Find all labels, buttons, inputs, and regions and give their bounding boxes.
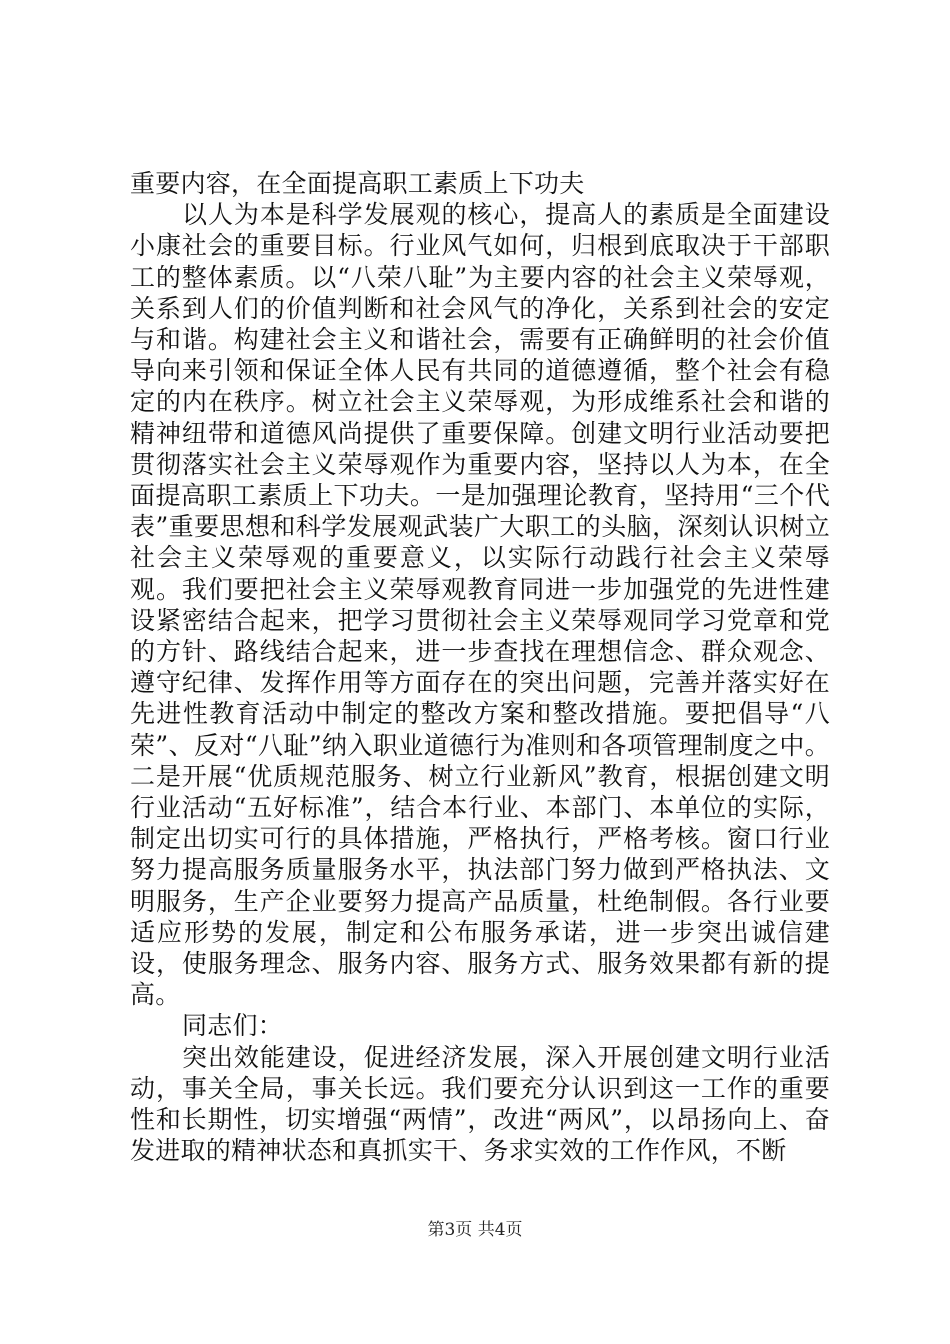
paragraph-closing: 突出效能建设，促进经济发展，深入开展创建文明行业活动，事关全局，事关长远。我们要充分认识到这一工作的重要性和长期性，切实增强“两情”，改进“两风”，以昂扬向上、奋发进取的精神状态和真抓实干、务求实效的工作作风，不断 bbox=[130, 1042, 830, 1166]
body-text bbox=[130, 168, 830, 1167]
paragraph-heading-continuation: 重要内容，在全面提高职工素质上下功夫 bbox=[130, 169, 585, 198]
page-footer: 第3页 共4页 bbox=[427, 1220, 523, 1240]
paragraph-salutation: 同志们： bbox=[182, 1011, 284, 1041]
paragraph-main: 以人为本是科学发展观的核心，提高人的素质是全面建设小康社会的重要目标。行业风气如何，归根到底取决于干部职工的整体素质。以“八荣八耻”为主要内容的社会主义荣辱观，关系到人们的价值判断和社会风气的净化，关系到社会的安定与和谐。构建社会主义和谐社会，需要有正确鲜明的社会价值导向来引领和保证全体人民有共同的道德遵循，整个社会有稳定的内在秩序。树立社会主义荣辱观，为形成维系社会和谐的精神纽带和道德风尚提供了重要保障。创建文明行业活动要把贯彻落实社会主义荣辱观作为重要内容，坚持以人为本，在全面提高职工素质上下功夫。一是加强理论教育，坚持用“三个代表”重要思想和科学发展观武装广大职工的头脑，深刻认识树立社会主义荣辱观的重要意义，以实际行动践行社会主义荣辱观。我们要把社会主义荣辱观教育同进一步加强党的先进性建设紧密结合起来，把学习贯彻社会主义荣辱观同学习党章和党的方针、路线结合起来，进一步查找在理想信念、群众观念、遵守纪律、发挥作用等方面存在的突出问题，完善并落实好在先进性教育活动中制定的整改方案和整改措施。要把倡导“八荣”、反对“八耻”纳入职业道德行为准则和各项管理制度之中。二是开展“优质规范服务、树立行业新风”教育，根据创建文明行业活动“五好标准”，结合本行业、本部门、本单位的实际，制定出切实可行的具体措施，严格执行，严格考核。窗口行业努力提高服务质量服务水平，执法部门努力做到严格执法、文明服务，生产企业要努力提高产品质量，杜绝制假。各行业要适应形势的发展，制定和公布服务承诺，进一步突出诚信建设，使服务理念、服务内容、服务方式、服务效果都有新的提高。 bbox=[130, 200, 830, 1010]
